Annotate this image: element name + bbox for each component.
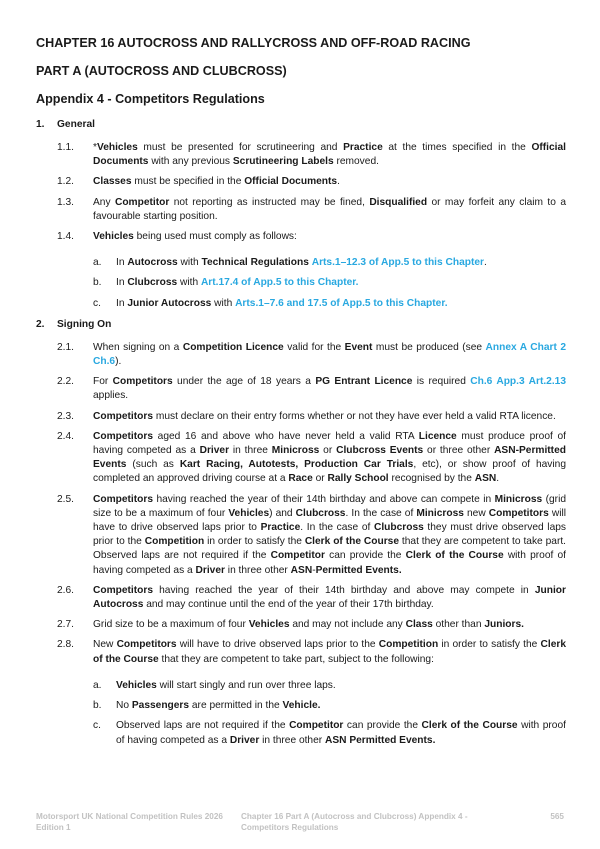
clause-text: Grid size to be a maximum of four Vehicles and may not include any Class other than Juniors.: [93, 619, 524, 631]
section-title: General: [57, 119, 95, 130]
sub-item: [36, 719, 566, 747]
footer-edition: Edition 1: [36, 822, 71, 832]
footer-chapter-line: Competitors Regulations: [241, 822, 339, 832]
clause: [36, 430, 566, 487]
clause: [36, 175, 566, 189]
footer-publication-title: Motorsport UK National Competition Rules 2026: [36, 812, 223, 821]
clause-number: 1.1.: [57, 142, 74, 153]
clause: [36, 141, 566, 169]
chapter-title: CHAPTER 16 AUTOCROSS AND RALLYCROSS AND OFF-ROAD RACING: [36, 36, 471, 50]
section-number: 1.: [36, 119, 45, 130]
cross-reference-link[interactable]: Ch.6 App.3 Art.2.13: [470, 376, 567, 388]
cross-reference-link[interactable]: Arts.1–7.6 and 17.5 of App.5 to this Chapter.: [235, 297, 448, 309]
sub-item-letter: c.: [93, 297, 101, 309]
clause-number: 2.8.: [57, 639, 74, 651]
clause-text: Competitors having reached the year of their 14th birthday and above can compete in Minicross (grid size to be a maximum of four Vehicles) and Clubcross. In the case of Minicross new Competitors will have to drive observed laps prior to Practice. In the case of Clubcross they must drive observed laps prior to the Competition in order to satisfy the Clerk of the Course that they are competent to take part. Observed laps are not required if the Competitor can provide the Clerk of the Course with proof of having competed as a Driver in three other ASN-Permitted Events.: [93, 493, 566, 576]
sub-item-text: In Autocross with Technical Regulations Arts.1–12.3 of App.5 to this Chapter.: [116, 257, 487, 269]
section-heading: [36, 319, 566, 332]
clause-text: Classes must be specified in the Official Documents.: [93, 176, 340, 188]
footer-chapter-line: Chapter 16 Part A (Autocross and Clubcross) Appendix 4 -: [241, 812, 468, 821]
clause-number: 2.2.: [57, 376, 74, 388]
clause: [36, 410, 566, 424]
sub-item-text: In Junior Autocross with Arts.1–7.6 and 17.5 of App.5 to this Chapter.: [116, 297, 448, 309]
sub-item-letter: a.: [93, 679, 102, 691]
clause-number: 2.6.: [57, 584, 74, 596]
section-heading: [36, 119, 566, 132]
clause-number: 1.3.: [57, 196, 74, 208]
clause: [36, 341, 566, 369]
clause-text: Any Competitor not reporting as instructed may be fined, Disqualified or may forfeit any claim to a favourable starting position.: [93, 196, 566, 222]
clause-number: 2.5.: [57, 493, 74, 505]
clause: [36, 618, 566, 632]
clause-text: New Competitors will have to drive observed laps prior to the Competition in order to satisfy the Clerk of the Course that they are competent to take part, subject to the following:: [93, 639, 566, 665]
sub-item: [36, 256, 566, 270]
sub-item: [36, 297, 566, 311]
clause-text: Competitors aged 16 and above who have never held a valid RTA Licence must produce proof of having competed as a Driver in three Minicross or Clubcross Events or three other ASN-Permitted Events (such as Kart Racing, Autotests, Production Car Trials, etc), or show proof of having completed an approved driving course at a Race or Rally School recognised by the ASN.: [93, 430, 566, 485]
clause-text: *Vehicles must be presented for scrutineering and Practice at the times specified in the Official Documents with any previous Scrutineering Labels removed.: [93, 142, 566, 168]
clause-number: 2.3.: [57, 410, 74, 422]
clause-text: When signing on a Competition Licence valid for the Event must be produced (see Annex A Chart 2 Ch.6).: [93, 341, 567, 368]
sub-item: [36, 699, 566, 713]
clause-number: 2.1.: [57, 341, 74, 353]
appendix-title: Appendix 4 - Competitors Regulations: [36, 92, 265, 106]
section-number: 2.: [36, 318, 45, 330]
sub-item-text: Vehicles will start singly and run over three laps.: [116, 679, 336, 691]
sub-item-text: In Clubcross with Art.17.4 of App.5 to this Chapter.: [116, 277, 359, 289]
clause-number: 2.4.: [57, 430, 74, 442]
sub-item-text: No Passengers are permitted in the Vehicle.: [116, 700, 321, 712]
sub-item: [36, 276, 566, 290]
footer-chapter-reference: [241, 812, 491, 833]
clause-text: Competitors having reached the year of their 14th birthday and above may compete in Junior Autocross and may continue until the end of the year of their 17th birthday.: [93, 584, 566, 611]
clause-text: Vehicles being used must comply as follows:: [93, 231, 297, 243]
clause-text: For Competitors under the age of 18 years a PG Entrant Licence is required Ch.6 App.3 Art.2.13 applies.: [93, 376, 567, 402]
clause: [36, 196, 566, 224]
clause-number: 2.7.: [57, 619, 74, 631]
sub-item-text: Observed laps are not required if the Competitor can provide the Clerk of the Course with proof of having competed as a Driver in three other ASN Permitted Events.: [116, 720, 566, 746]
page-number: 565: [550, 812, 564, 821]
clause: [36, 584, 566, 612]
cross-reference-link[interactable]: Art.17.4 of App.5 to this Chapter.: [200, 277, 359, 289]
section-title: Signing On: [57, 318, 112, 330]
clause-text: Competitors must declare on their entry forms whether or not they have ever held a valid RTA licence.: [93, 410, 556, 422]
sub-item-letter: b.: [93, 700, 102, 712]
sub-item-letter: b.: [93, 277, 102, 289]
clause: [36, 638, 566, 666]
cross-reference-link[interactable]: Arts.1–12.3 of App.5 to this Chapter: [311, 257, 484, 269]
sub-item-letter: a.: [93, 257, 102, 269]
footer-publication: [36, 812, 236, 833]
document-page: [36, 36, 566, 748]
clause: [36, 375, 566, 403]
part-title: PART A (AUTOCROSS AND CLUBCROSS): [36, 64, 287, 78]
clause: [36, 230, 566, 244]
sub-item: [36, 679, 566, 693]
clause-number: 1.4.: [57, 231, 74, 243]
cross-reference-link[interactable]: Annex A Chart 2 Ch.6: [93, 341, 567, 368]
clause-number: 1.2.: [57, 176, 74, 188]
clause: [36, 493, 566, 578]
sub-item-letter: c.: [93, 720, 101, 732]
